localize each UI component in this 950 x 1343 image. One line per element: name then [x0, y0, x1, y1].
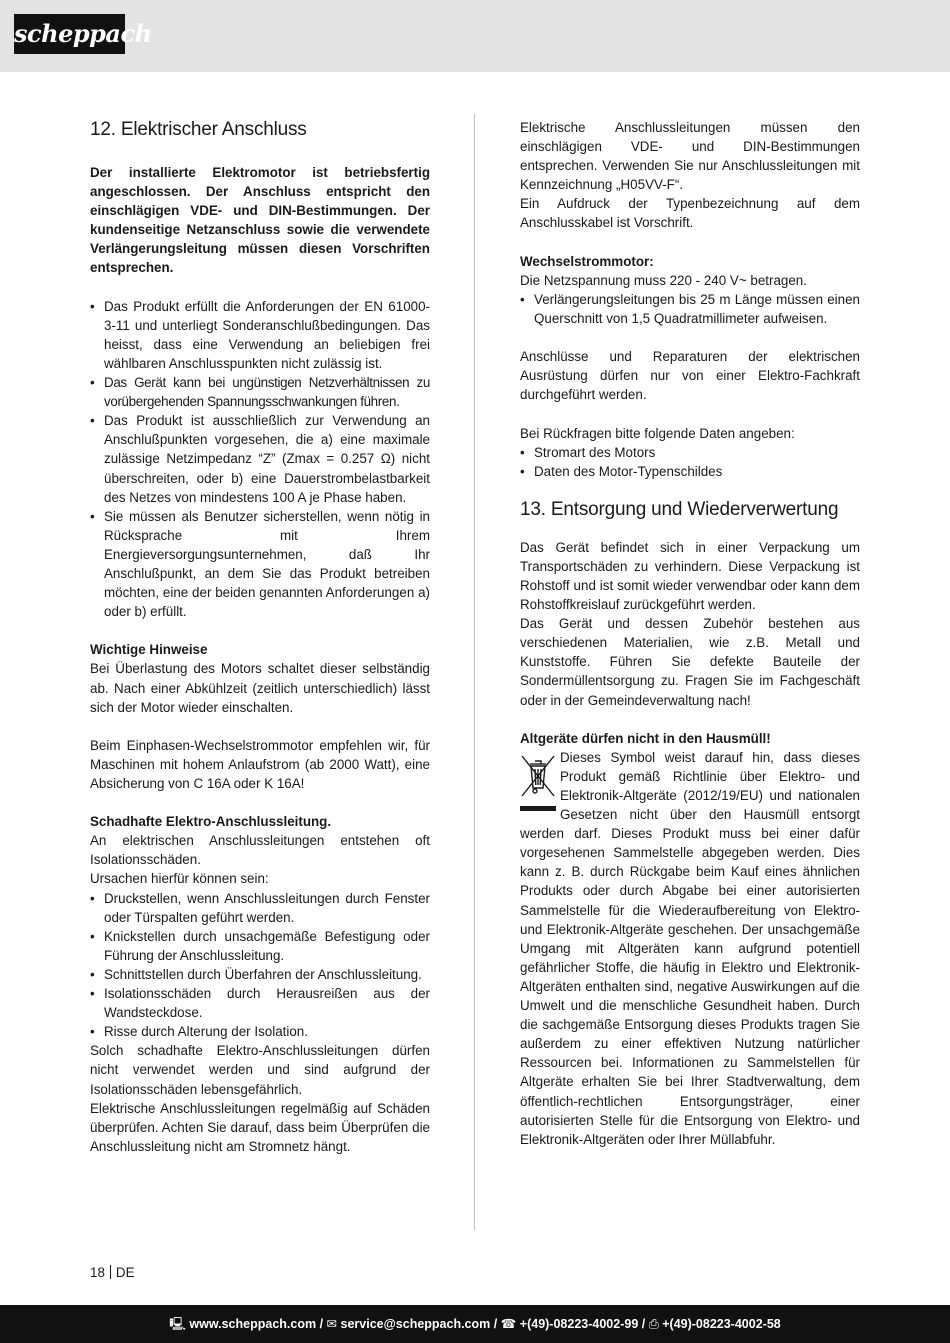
right-column: [520, 118, 860, 1149]
entsorgung-paragraph: Das Gerät befindet sich in einer Verpackung um Transportschäden zu verhindern. Diese Verpackung ist Rohstoff und ist somit wieder verwendbar oder kann dem Rohstoffkreislauf zurückgeführt werden.: [520, 539, 860, 613]
left-column: [90, 118, 430, 1156]
website-link[interactable]: www.scheppach.com: [189, 1317, 317, 1331]
separator: /: [641, 1317, 646, 1331]
inquiry-paragraph: Bei Rückfragen bitte folgende Daten angeben:: [520, 425, 795, 441]
intro-paragraph: Der installierte Elektromotor ist betriebsfertig angeschlossen. Der Anschluss entspricht den einschlägigen VDE- und DIN-Bestimmungen. Der kundenseitige Netzanschluss sowie die verwendete Verlängerungsleitung müssen diesen Vorschriften entsprechen.: [90, 165, 430, 276]
list-item: • Sie müssen als Benutzer sicherstellen, wenn nötig in Rücksprache mit Ihrem Energieversorgungsunternehmen, daß Ihr Anschlußpunkt, an dem Sie das Produkt betreiben möchten, eine der beiden genannten Anforderungen a) oder b) erfüllt.: [90, 507, 430, 622]
list-item: • Das Gerät kann bei ungünstigen Netzverhältnissen zu vorübergehenden Spannungsschwankungen führen.: [90, 373, 430, 411]
section-title: Entsorgung und Wiederverwertung: [550, 498, 839, 520]
cable-paragraph: Ein Aufdruck der Typenbezeichnung auf dem Anschlusskabel ist Vorschrift.: [520, 196, 860, 231]
separator: /: [319, 1317, 324, 1331]
section-number: 13.: [520, 498, 546, 520]
email-link[interactable]: service@scheppach.com: [340, 1317, 491, 1331]
list-item: • Das Produkt ist ausschließlich zur Verwendung an Anschlußpunkten vorgesehen, die a) eine maximale zulässige Netzimpedanz “Z” (Zmax = 0.257 Ω) nicht überschreiten, oder b) eine Dauerstrombelastbarkeit des Netzes von mindestens 100 A je Phase haben.: [90, 411, 430, 506]
repair-paragraph: Anschlüsse und Reparaturen der elektrischen Ausrüstung dürfen nur von einer Elektro-Fachkraft durchgeführt werden.: [520, 349, 860, 403]
altgeraete-title: Altgeräte dürfen nicht in den Hausmüll!: [520, 730, 771, 746]
schadhaft-paragraph: Solch schadhafte Elektro-Anschlussleitungen dürfen nicht verwendet werden und sind aufgrund der Isolationsschäden lebensgefährlich.: [90, 1043, 430, 1097]
schadhaft-paragraph: Ursachen hierfür können sein:: [90, 871, 269, 887]
altgeraete-text: Dieses Symbol weist darauf hin, dass dieses Produkt gemäß Richtlinie über Elektro- und Elektronik-Altgeräte (2012/19/EU) und nationalen Gesetzen nicht über den Hausmüll entsorgt werden darf. Dieses Produkt muss bei einer dafür vorgesehenen Sammelstelle abgegeben werden. Dies kann z. B. durch Rückgabe beim Kauf eines ähnlichen Produkts oder durch Abgabe bei einer autorisierten Sammelstelle für die Wiederaufbereitung von Elektro- und Elektronik-Altgeräte geschehen. Der unsachgemäße Umgang mit Altgeräten kann aufgrund potentiell gefährlicher Stoffe, die häufig in Elektro und Elektronik-Altgeräten enthalten sind, negative Auswirkungen auf die Umwelt und die menschliche Gesundheit haben. Durch die sachgemäße Entsorgung dieses Produkts tragen Sie außerdem zu einer effektiven Nutzung natürlicher Ressourcen bei. Informationen zu Sammelstellen für Altgeräte erhalten Sie bei Ihrer Stadtverwaltung, dem öffentlich-rechtlichen Entsorgungsträger, einer autorisierten Stelle für die Entsorgung von Elektro- und Elektronik-Altgeräten oder Ihrer Müllabfuhr.: [520, 749, 860, 1147]
schadhaft-title: Schadhafte Elektro-Anschlussleitung.: [90, 814, 332, 830]
section-13-heading: [520, 498, 860, 522]
section-title: Elektrischer Anschluss: [120, 119, 307, 140]
hinweise-title: Wichtige Hinweise: [90, 642, 208, 658]
brand-logo: scheppach: [14, 14, 125, 54]
telephone-icon: ☎: [500, 1317, 517, 1331]
section-number: 12.: [90, 119, 116, 140]
fax-icon: ⎙: [648, 1317, 659, 1331]
cable-paragraph: Elektrische Anschlussleitungen müssen den einschlägigen VDE- und DIN-Bestimmungen entsprechen. Verwenden Sie nur Anschlussleitungen mit Kennzeichnung „H05VV-F“.: [520, 120, 860, 193]
list-item: • Daten des Motor-Typenschildes: [520, 462, 860, 481]
weee-block: [520, 748, 860, 1149]
separator: /: [493, 1317, 498, 1331]
wechsel-text: Die Netzspannung muss 220 - 240 V~ betragen.: [520, 272, 807, 288]
list-item: • Druckstellen, wenn Anschlussleitungen durch Fenster oder Türspalten geführt werden.: [90, 889, 430, 927]
list-item: • Risse durch Alterung der Isolation.: [90, 1022, 430, 1041]
contact-bar: [0, 1305, 950, 1343]
inquiry-list: [520, 443, 860, 481]
list-item: • Das Produkt erfüllt die Anforderungen der EN 61000-3-11 und unterliegt Sonderanschlußbedingungen. Das heisst, dass eine Verwendung an beliebigen frei wählbaren Anschlusspunkten nicht zulässig ist.: [90, 297, 430, 373]
einphasen-text: Beim Einphasen-Wechselstrommotor empfehlen wir, für Maschinen mit hohem Anlaufstrom (ab 2000 Watt), eine Absicherung von C 16A oder K 16A!: [90, 737, 430, 791]
list-item: • Stromart des Motors: [520, 443, 860, 462]
monitor-icon: 🖳: [169, 1317, 186, 1331]
causes-list: [90, 889, 430, 1042]
hinweise-text: Bei Überlastung des Motors schaltet dieser selbständig ab. Nach einer Abkühlzeit (zeitlich unterschiedlich) lässt sich der Motor wieder einschalten.: [90, 661, 430, 715]
phone-number: +(49)-08223-4002-99: [519, 1317, 639, 1331]
fax-number: +(49)-08223-4002-58: [662, 1317, 781, 1331]
envelope-icon: ✉: [326, 1317, 338, 1331]
entsorgung-paragraph: Das Gerät und dessen Zubehör bestehen aus verschiedenen Materialien, wie z.B. Metall und Kunststoffe. Führen Sie defekte Bauteile der Sondermüllentsorgung zu. Fragen Sie im Fachgeschäft oder in der Gemeindeverwaltung nach!: [520, 616, 860, 708]
list-item: • Verlängerungsleitungen bis 25 m Länge müssen einen Querschnitt von 1,5 Quadratmillimeter aufweisen.: [520, 290, 860, 328]
schadhaft-paragraph: Elektrische Anschlussleitungen regelmäßig auf Schäden überprüfen. Achten Sie darauf, dass beim Überprüfen die Anschlussleitung nicht am Stromnetz hängt.: [90, 1100, 430, 1154]
extension-list: [520, 290, 860, 328]
section-12-heading: [90, 118, 430, 142]
list-item: • Isolationsschäden durch Herausreißen aus der Wandsteckdose.: [90, 984, 430, 1022]
wechsel-title: Wechselstrommotor:: [520, 253, 654, 269]
crossed-out-wheelie-bin-icon: [520, 752, 556, 812]
page-number-label: [90, 1265, 135, 1280]
column-divider: [474, 114, 475, 1230]
schadhaft-paragraph: An elektrischen Anschlussleitungen entstehen oft Isolationsschäden.: [90, 833, 430, 868]
language-code: DE: [115, 1265, 135, 1280]
list-item: • Knickstellen durch unsachgemäße Befestigung oder Führung der Anschlussleitung.: [90, 927, 430, 965]
page-number: 18: [90, 1265, 105, 1280]
requirements-list: [90, 297, 430, 622]
page-header: [0, 0, 950, 72]
list-item: • Schnittstellen durch Überfahren der Anschlussleitung.: [90, 965, 430, 984]
